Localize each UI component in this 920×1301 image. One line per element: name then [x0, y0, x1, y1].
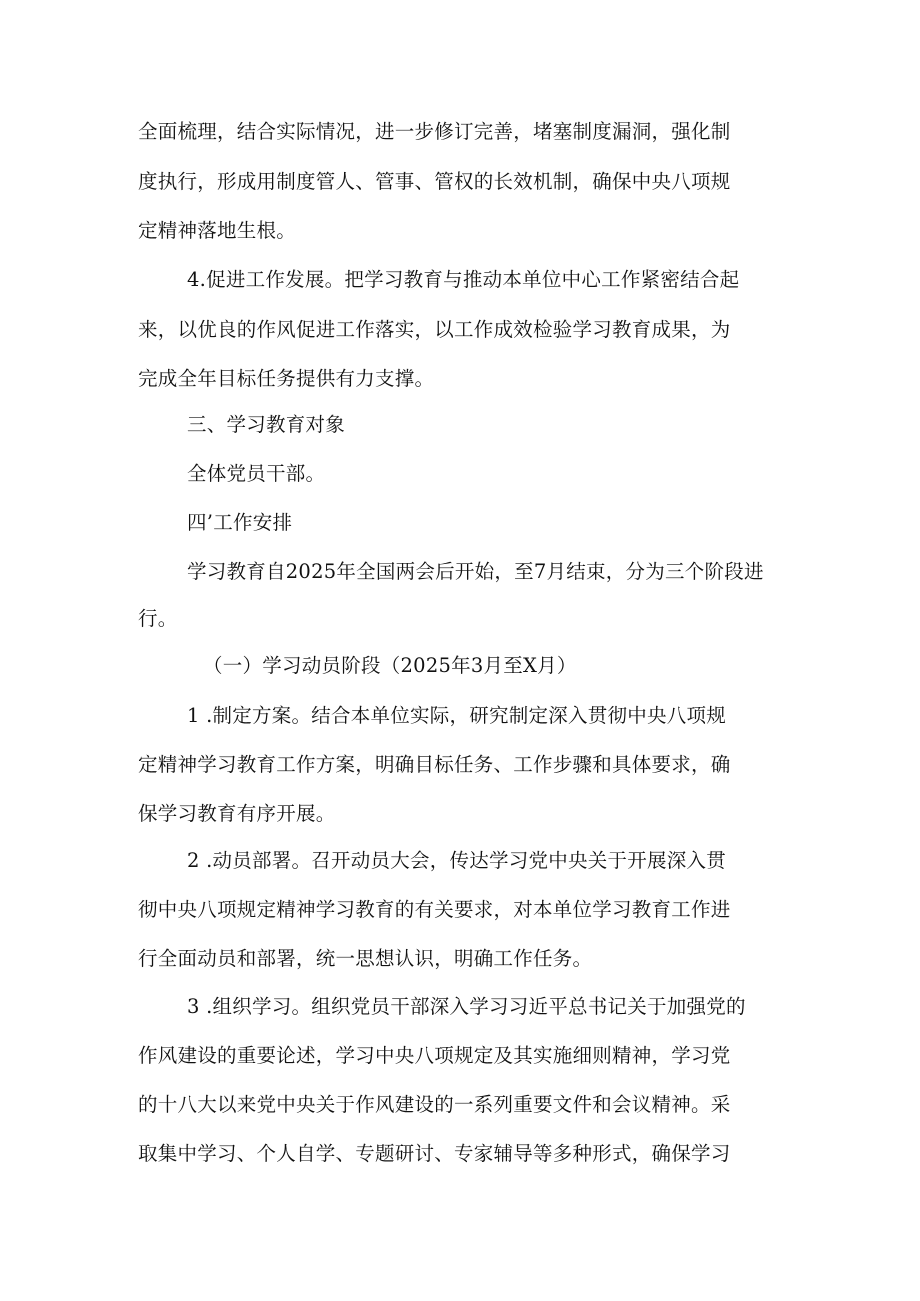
paragraph-7-line-2: 作风建设的重要论述，学习中央八项规定及其实施细则精神，学习党	[138, 1044, 731, 1067]
paragraph-4-line-2: 行。	[138, 607, 178, 630]
section-heading-4: 四’工作安排	[187, 511, 293, 534]
paragraph-7-line-1: 3 .组织学习。组织党员干部深入学习习近平总书记关于加强党的	[187, 995, 746, 1018]
subsection-heading-1: （一）学习动员阶段（2025年3月至X月）	[203, 654, 577, 677]
paragraph-2-line-3: 完成全年目标任务提供有力支撑。	[138, 367, 435, 390]
paragraph-6-line-2: 彻中央八项规定精神学习教育的有关要求，对本单位学习教育工作进	[138, 898, 731, 921]
paragraph-6-line-3: 行全面动员和部署，统一思想认识，明确工作任务。	[138, 947, 593, 970]
section-heading-3: 三、学习教育对象	[187, 413, 346, 436]
paragraph-3-line-1: 全体党员干部。	[187, 462, 326, 485]
paragraph-1-line-2: 度执行，形成用制度管人、管事、管权的长效机制，确保中央八项规	[138, 170, 731, 193]
paragraph-2-line-1: 4.促进工作发展。把学习教育与推动本单位中心工作紧密结合起	[187, 268, 740, 291]
paragraph-2-line-2: 来，以优良的作风促进工作落实，以工作成效检验学习教育成果，为	[138, 318, 731, 341]
paragraph-5-line-1: 1 .制定方案。结合本单位实际，研究制定深入贯彻中央八项规	[187, 704, 727, 727]
paragraph-4-line-1: 学习教育自2025年全国两会后开始，至7月结束，分为三个阶段进	[187, 560, 764, 583]
paragraph-7-line-3: 的十八大以来党中央关于作风建设的一系列重要文件和会议精神。采	[138, 1093, 731, 1116]
paragraph-5-line-3: 保学习教育有序开展。	[138, 802, 336, 825]
paragraph-6-line-1: 2 .动员部署。召开动员大会，传达学习党中央关于开展深入贯	[187, 849, 727, 872]
paragraph-5-line-2: 定精神学习教育工作方案，明确目标任务、工作步骤和具体要求，确	[138, 753, 731, 776]
paragraph-7-line-4: 取集中学习、个人自学、专题研讨、专家辅导等多种形式，确保学习	[138, 1142, 731, 1165]
paragraph-1-line-1: 全面梳理，结合实际情况，进一步修订完善，堵塞制度漏洞，强化制	[138, 120, 731, 143]
paragraph-1-line-3: 定精神落地生根。	[138, 219, 297, 242]
